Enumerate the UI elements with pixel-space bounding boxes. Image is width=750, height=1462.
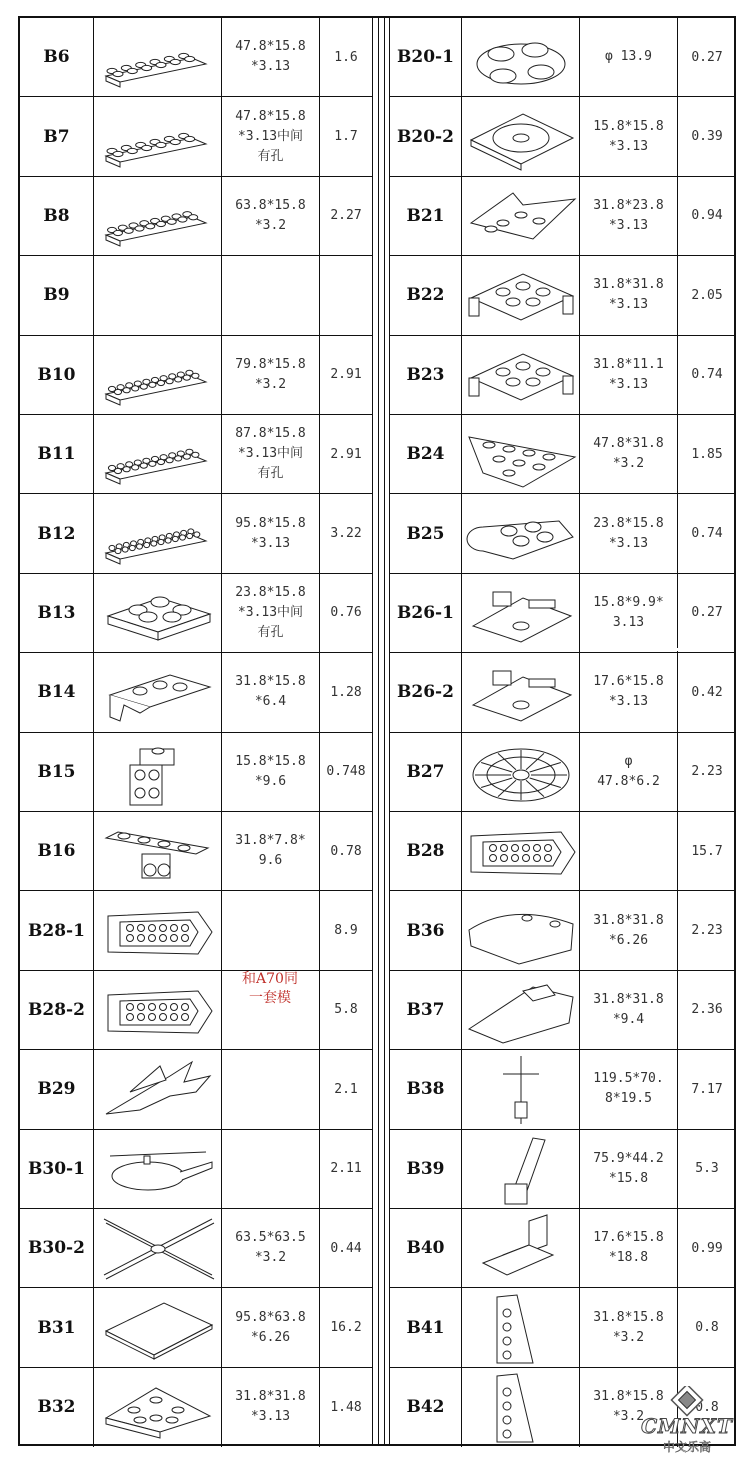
part-dimensions: 95.8*15.8 *3.13 bbox=[222, 494, 320, 572]
seat-icon bbox=[463, 1211, 579, 1285]
part-weight: 0.44 bbox=[330, 1240, 362, 1256]
crane-arm-icon bbox=[463, 1132, 579, 1206]
table-row bbox=[390, 177, 736, 256]
shared-mold-note: 和A70同 一套模 bbox=[242, 971, 298, 1006]
raft-bottom-icon bbox=[100, 973, 216, 1047]
part-code: B30-1 bbox=[20, 1130, 94, 1208]
part-image bbox=[462, 494, 580, 572]
table-row bbox=[20, 1130, 372, 1209]
part-code: B24 bbox=[390, 415, 462, 493]
table-row bbox=[20, 97, 372, 176]
part-weight: 0.27 bbox=[691, 49, 723, 65]
table-row bbox=[20, 18, 372, 97]
round-plate-icon bbox=[463, 20, 579, 94]
part-image bbox=[462, 1368, 580, 1447]
part-code: B21 bbox=[390, 177, 462, 255]
part-image bbox=[462, 256, 580, 334]
part-image bbox=[462, 971, 580, 1049]
part-dimensions: 31.8*31.8 *3.13 bbox=[580, 256, 678, 334]
part-dimensions: 31.8*15.8 *6.4 bbox=[222, 653, 320, 731]
plate-2x3-icon bbox=[100, 576, 216, 650]
part-image bbox=[94, 891, 222, 969]
table-row bbox=[20, 812, 372, 891]
part-image bbox=[462, 97, 580, 175]
part-weight: 5.3 bbox=[695, 1161, 719, 1177]
part-dimensions: 95.8*63.8 *6.26 bbox=[222, 1288, 320, 1366]
part-weight: 2.05 bbox=[691, 287, 723, 303]
part-image bbox=[462, 1050, 580, 1128]
angle-bracket-icon bbox=[100, 735, 216, 809]
watermark-logo bbox=[632, 1386, 742, 1458]
part-weight: 1.28 bbox=[330, 684, 362, 700]
part-weight: 2.27 bbox=[330, 208, 362, 224]
part-code: B22 bbox=[390, 256, 462, 334]
part-image bbox=[94, 336, 222, 414]
part-code: B11 bbox=[20, 415, 94, 493]
part-weight: 0.748 bbox=[326, 764, 366, 780]
part-weight: 2.23 bbox=[691, 764, 723, 780]
part-image bbox=[94, 1050, 222, 1128]
bracket-plate-icon bbox=[100, 655, 216, 729]
part-weight: 0.99 bbox=[691, 1240, 723, 1256]
part-code: B39 bbox=[390, 1130, 462, 1208]
table-row bbox=[390, 653, 736, 732]
table-row bbox=[20, 1050, 372, 1129]
table-row bbox=[20, 653, 372, 732]
part-dimensions bbox=[222, 891, 320, 969]
part-code: B29 bbox=[20, 1050, 94, 1128]
bracket-1x4-icon bbox=[100, 814, 216, 888]
part-image bbox=[94, 1209, 222, 1287]
part-dimensions: 15.8*15.8 *3.13 bbox=[580, 97, 678, 175]
part-dimensions: 75.9*44.2 *15.8 bbox=[580, 1130, 678, 1208]
table-row bbox=[20, 256, 372, 335]
part-weight: 1.7 bbox=[334, 129, 358, 145]
part-image bbox=[94, 1288, 222, 1366]
part-image bbox=[462, 336, 580, 414]
part-image bbox=[94, 18, 222, 96]
part-code: B15 bbox=[20, 733, 94, 811]
right-column-group bbox=[390, 18, 736, 1444]
part-image bbox=[94, 97, 222, 175]
part-image bbox=[94, 1368, 222, 1447]
hinge-bottom-icon bbox=[463, 655, 579, 729]
part-dimensions: φ 47.8*6.2 bbox=[580, 733, 678, 811]
part-image bbox=[94, 733, 222, 811]
part-image bbox=[94, 177, 222, 255]
part-dimensions: 87.8*15.8 *3.13中间 有孔 bbox=[222, 415, 320, 493]
table-row bbox=[390, 812, 736, 891]
part-image bbox=[462, 574, 580, 652]
double-divider-line bbox=[378, 18, 379, 1444]
part-dimensions bbox=[222, 256, 320, 334]
part-image bbox=[462, 1130, 580, 1208]
part-code: B28 bbox=[390, 812, 462, 890]
plate-2x12-icon bbox=[100, 497, 216, 571]
part-code: B8 bbox=[20, 177, 94, 255]
plate-2x8-icon bbox=[100, 179, 216, 253]
part-dimensions: 31.8*31.8 *6.26 bbox=[580, 891, 678, 969]
part-code: B14 bbox=[20, 653, 94, 731]
part-dimensions: 31.8*15.8 *3.2 bbox=[580, 1288, 678, 1366]
part-code: B20-1 bbox=[390, 18, 462, 96]
part-dimensions: 15.8*9.9* 3.13 bbox=[580, 574, 678, 652]
part-weight: 0.8 bbox=[695, 1320, 719, 1336]
part-code: B27 bbox=[390, 733, 462, 811]
part-code: B38 bbox=[390, 1050, 462, 1128]
table-row bbox=[390, 891, 736, 970]
part-code: B30-2 bbox=[20, 1209, 94, 1287]
hinge-top-icon bbox=[463, 576, 579, 650]
part-weight: 1.48 bbox=[330, 1399, 362, 1415]
raft-top-icon bbox=[100, 894, 216, 968]
table-row bbox=[390, 971, 736, 1050]
part-weight: 3.22 bbox=[330, 526, 362, 542]
part-dimensions: 31.8*31.8 *3.13 bbox=[222, 1368, 320, 1447]
wedge-slope-icon bbox=[463, 973, 579, 1047]
part-code: B9 bbox=[20, 256, 94, 334]
part-weight: 0.94 bbox=[691, 208, 723, 224]
wing-left-icon bbox=[463, 1291, 579, 1365]
part-code: B16 bbox=[20, 812, 94, 890]
part-dimensions: 119.5*70. 8*19.5 bbox=[580, 1050, 678, 1128]
part-image bbox=[462, 653, 580, 731]
part-weight: 5.8 bbox=[334, 1002, 358, 1018]
table-row bbox=[390, 97, 736, 176]
rotor-icon bbox=[100, 1211, 216, 1285]
part-dimensions: 31.8*31.8 *9.4 bbox=[580, 971, 678, 1049]
curved-slope-icon bbox=[463, 894, 579, 968]
part-image bbox=[462, 733, 580, 811]
part-code: B32 bbox=[20, 1368, 94, 1447]
part-dimensions: 31.8*11.1 *3.13 bbox=[580, 336, 678, 414]
wing-right-icon bbox=[463, 1370, 579, 1444]
part-dimensions bbox=[222, 1050, 320, 1128]
merged-cell-join bbox=[223, 966, 317, 969]
part-weight: 0.8 bbox=[695, 1399, 719, 1415]
table-row bbox=[20, 177, 372, 256]
part-code: B37 bbox=[390, 971, 462, 1049]
part-weight: 0.76 bbox=[330, 605, 362, 621]
part-weight: 2.11 bbox=[330, 1161, 362, 1177]
part-code: B7 bbox=[20, 97, 94, 175]
left-column-group bbox=[20, 18, 372, 1444]
table-row bbox=[390, 574, 736, 653]
part-weight: 0.74 bbox=[691, 367, 723, 383]
part-image bbox=[462, 891, 580, 969]
part-weight bbox=[320, 256, 372, 334]
part-dimensions: φ 13.9 bbox=[580, 18, 678, 96]
part-weight: 2.91 bbox=[330, 367, 362, 383]
wedge-plate-icon bbox=[100, 1370, 216, 1444]
part-code: B31 bbox=[20, 1288, 94, 1366]
watermark-text: CMNXT bbox=[641, 1414, 733, 1438]
part-weight: 16.2 bbox=[330, 1320, 362, 1336]
double-divider-line bbox=[384, 18, 385, 1444]
part-dimensions bbox=[580, 812, 678, 890]
part-image bbox=[462, 812, 580, 890]
part-image bbox=[462, 1209, 580, 1287]
part-code: B13 bbox=[20, 574, 94, 652]
table-row bbox=[20, 574, 372, 653]
double-divider-line bbox=[372, 18, 373, 1444]
part-image bbox=[462, 18, 580, 96]
part-image bbox=[94, 812, 222, 890]
table-row bbox=[390, 733, 736, 812]
wedge-4x6-icon bbox=[463, 417, 579, 491]
part-code: B26-1 bbox=[390, 574, 462, 652]
large-plate-icon bbox=[100, 1291, 216, 1365]
plate-2x6-holes-icon bbox=[100, 100, 216, 174]
part-dimensions: 31.8*15.8 *3.2 bbox=[580, 1368, 678, 1447]
plate-2x11-holes-icon bbox=[100, 417, 216, 491]
part-dimensions: 47.8*15.8 *3.13中间 有孔 bbox=[222, 97, 320, 175]
part-image bbox=[462, 177, 580, 255]
table-row bbox=[20, 1288, 372, 1367]
part-code: B36 bbox=[390, 891, 462, 969]
part-dimensions: 79.8*15.8 *3.2 bbox=[222, 336, 320, 414]
table-row bbox=[20, 733, 372, 812]
dish-icon bbox=[463, 735, 579, 809]
part-image bbox=[94, 415, 222, 493]
turntable-icon bbox=[463, 100, 579, 174]
table-row bbox=[390, 1209, 736, 1288]
table-row bbox=[390, 256, 736, 335]
part-code: B40 bbox=[390, 1209, 462, 1287]
part-image bbox=[94, 1130, 222, 1208]
table-row bbox=[20, 891, 372, 970]
part-code: B25 bbox=[390, 494, 462, 572]
part-weight: 0.27 bbox=[691, 605, 723, 621]
part-weight: 15.7 bbox=[691, 843, 723, 859]
table-row bbox=[20, 971, 372, 1050]
helicopter-icon bbox=[100, 1132, 216, 1206]
wing-wedge-icon bbox=[463, 179, 579, 253]
part-dimensions: 31.8*23.8 *3.13 bbox=[580, 177, 678, 255]
table-row bbox=[20, 1209, 372, 1288]
plate-2x6-icon bbox=[100, 20, 216, 94]
table-row bbox=[390, 1288, 736, 1367]
table-row bbox=[390, 494, 736, 573]
part-weight: 1.6 bbox=[334, 49, 358, 65]
part-code: B20-2 bbox=[390, 97, 462, 175]
part-image bbox=[94, 971, 222, 1049]
part-dimensions: 63.8*15.8 *3.2 bbox=[222, 177, 320, 255]
table-row bbox=[390, 415, 736, 494]
part-weight: 0.39 bbox=[691, 129, 723, 145]
part-image bbox=[94, 494, 222, 572]
part-image bbox=[94, 574, 222, 652]
jet-fighter-icon bbox=[100, 1052, 216, 1126]
part-weight: 0.78 bbox=[330, 843, 362, 859]
table-row bbox=[20, 1368, 372, 1447]
table-row bbox=[20, 336, 372, 415]
part-dimensions bbox=[222, 1130, 320, 1208]
part-image bbox=[94, 653, 222, 731]
boat-icon bbox=[463, 814, 579, 888]
table-row bbox=[390, 1130, 736, 1209]
merged-cell-join bbox=[580, 648, 687, 651]
part-code: B6 bbox=[20, 18, 94, 96]
antenna-icon bbox=[463, 1052, 579, 1126]
clip-plate-icon bbox=[463, 338, 579, 412]
part-code: B23 bbox=[390, 336, 462, 414]
table-row bbox=[390, 1050, 736, 1129]
hinge-plate-icon bbox=[463, 258, 579, 332]
part-dimensions: 47.8*15.8 *3.13 bbox=[222, 18, 320, 96]
part-code: B28-1 bbox=[20, 891, 94, 969]
part-dimensions: 63.5*63.5 *3.2 bbox=[222, 1209, 320, 1287]
part-weight: 2.91 bbox=[330, 446, 362, 462]
round-end-plate-icon bbox=[463, 497, 579, 571]
part-weight: 2.1 bbox=[334, 1081, 358, 1097]
table-row bbox=[390, 18, 736, 97]
part-image bbox=[462, 1288, 580, 1366]
part-dimensions: 23.8*15.8 *3.13 bbox=[580, 494, 678, 572]
part-dimensions: 15.8*15.8 *9.6 bbox=[222, 733, 320, 811]
part-dimensions: 17.6*15.8 *18.8 bbox=[580, 1209, 678, 1287]
part-code: B28-2 bbox=[20, 971, 94, 1049]
part-weight: 1.85 bbox=[691, 446, 723, 462]
part-code: B26-2 bbox=[390, 653, 462, 731]
part-weight: 2.23 bbox=[691, 923, 723, 939]
part-weight: 7.17 bbox=[691, 1081, 723, 1097]
part-dimensions: 47.8*31.8 *3.2 bbox=[580, 415, 678, 493]
table-row bbox=[20, 415, 372, 494]
part-code: B12 bbox=[20, 494, 94, 572]
table-row bbox=[20, 494, 372, 573]
part-image bbox=[462, 415, 580, 493]
part-code: B10 bbox=[20, 336, 94, 414]
watermark-subtext: 中文乐高 bbox=[662, 1440, 711, 1454]
table-row bbox=[390, 336, 736, 415]
plate-2x10-icon bbox=[100, 338, 216, 412]
part-weight: 8.9 bbox=[334, 923, 358, 939]
parts-catalog-table bbox=[18, 16, 736, 1446]
part-dimensions: 17.6*15.8 *3.13 bbox=[580, 653, 678, 731]
part-weight: 0.74 bbox=[691, 526, 723, 542]
part-code: B42 bbox=[390, 1368, 462, 1447]
part-weight: 2.36 bbox=[691, 1002, 723, 1018]
part-code: B41 bbox=[390, 1288, 462, 1366]
part-dimensions: 23.8*15.8 *3.13中间 有孔 bbox=[222, 574, 320, 652]
part-weight: 0.42 bbox=[691, 684, 723, 700]
part-dimensions: 31.8*7.8* 9.6 bbox=[222, 812, 320, 890]
part-image bbox=[94, 256, 222, 334]
